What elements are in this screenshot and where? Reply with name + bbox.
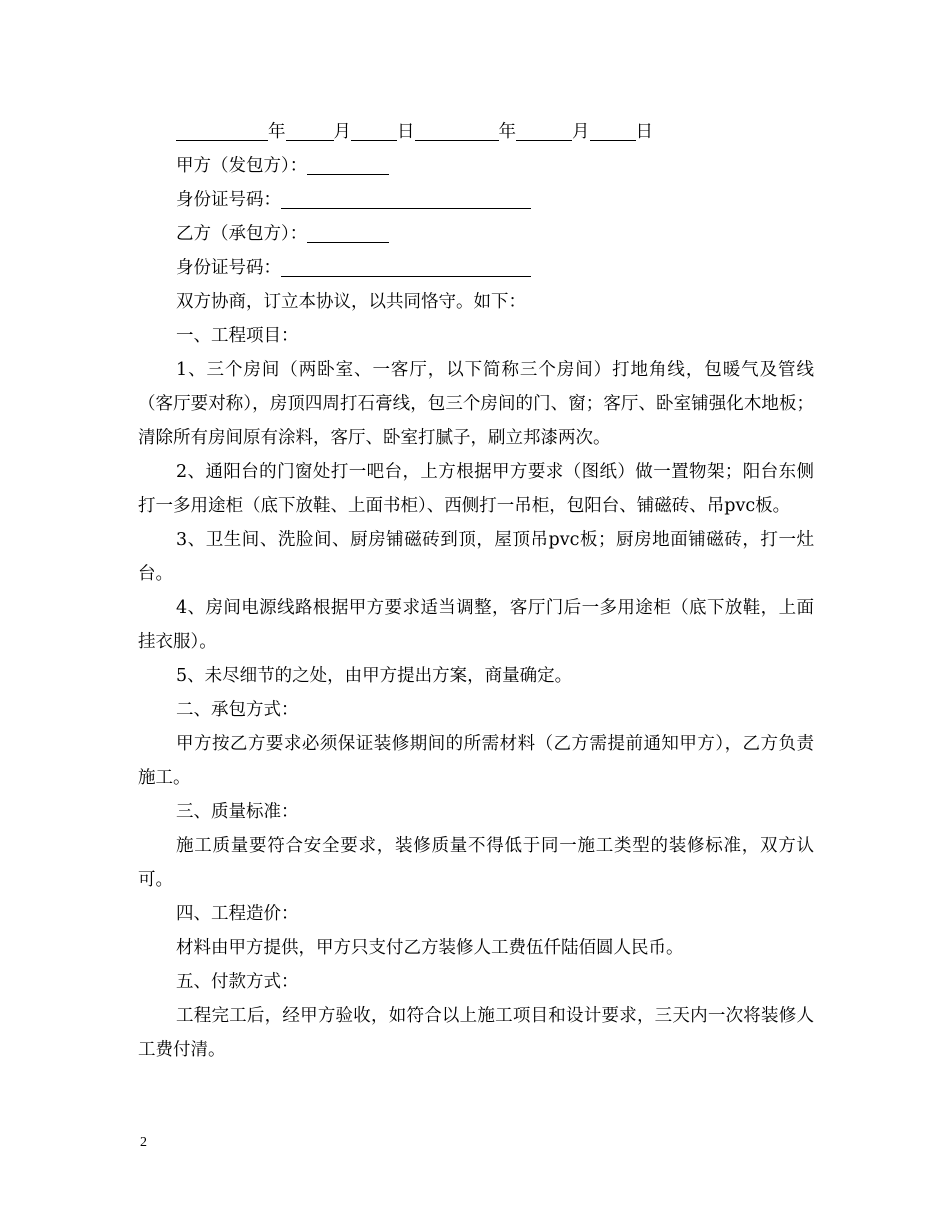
document-page	[138, 115, 814, 1067]
id-b-label: 身份证号码：	[176, 258, 281, 278]
party-b-label: 乙方（承包方）：	[176, 224, 308, 244]
payment-text: 工程完工后，经甲方验收，如符合以上施工项目和设计要求，三天内一次将装修人工费付清。	[138, 1006, 814, 1060]
section-heading-project: 一、工程项目：	[176, 326, 299, 346]
contract-method-text: 甲方按乙方要求必须保证装修期间的所需材料（乙方需提前通知甲方），乙方负责施工。	[138, 734, 814, 788]
party-b-line	[138, 217, 814, 251]
date-line	[138, 115, 814, 149]
id-b-line	[138, 251, 814, 285]
project-item-3: 3、卫生间、洗脸间、厨房铺磁砖到顶，屋顶吊pvc板；厨房地面铺磁砖，打一灶台。	[138, 530, 814, 584]
cost-text: 材料由甲方提供，甲方只支付乙方装修人工费伍仟陆佰圆人民币。	[176, 938, 684, 958]
year-label-2: 年	[498, 122, 516, 142]
project-item-2: 2、通阳台的门窗处打一吧台，上方根据甲方要求（图纸）做一置物架；阳台东侧打一多用途柜（底下放鞋、上面书柜）、西侧打一吊柜，包阳台、铺磁砖、吊pvc板。	[138, 462, 814, 516]
project-item-5: 5、未尽细节的之处，由甲方提出方案，商量确定。	[176, 666, 573, 686]
blank	[307, 222, 389, 243]
id-a-label: 身份证号码：	[176, 190, 281, 210]
blank	[176, 120, 268, 141]
blank	[516, 120, 572, 141]
page-number: 2	[140, 1135, 147, 1150]
month-label-2: 月	[572, 122, 590, 142]
section-heading-cost: 四、工程造价：	[176, 904, 299, 924]
project-item-4: 4、房间电源线路根据甲方要求适当调整，客厅门后一多用途柜（底下放鞋，上面挂衣服）。	[138, 598, 814, 652]
year-label-1: 年	[268, 122, 286, 142]
blank	[281, 256, 531, 277]
blank	[590, 120, 636, 141]
blank	[307, 154, 389, 175]
blank	[351, 120, 397, 141]
party-a-line	[138, 149, 814, 183]
blank	[281, 188, 531, 209]
blank	[415, 120, 499, 141]
month-label-1: 月	[333, 122, 351, 142]
section-heading-payment: 五、付款方式：	[176, 972, 299, 992]
blank	[286, 120, 334, 141]
id-a-line	[138, 183, 814, 217]
section-heading-quality: 三、质量标准：	[176, 802, 299, 822]
project-item-1: 1、三个房间（两卧室、一客厅，以下简称三个房间）打地角线，包暖气及管线（客厅要对称），房顶四周打石膏线，包三个房间的门、窗；客厅、卧室铺强化木地板；清除所有房间原有涂料，客厅、卧室打腻子，刷立邦漆两次。	[138, 360, 814, 448]
quality-text: 施工质量要符合安全要求，装修质量不得低于同一施工类型的装修标准，双方认可。	[138, 836, 814, 890]
intro-paragraph: 双方协商，订立本协议，以共同恪守。如下：	[176, 292, 526, 312]
party-a-label: 甲方（发包方）：	[176, 156, 308, 176]
section-heading-contract-method: 二、承包方式：	[176, 700, 299, 720]
day-label-2: 日	[635, 122, 653, 142]
day-label-1: 日	[397, 122, 415, 142]
